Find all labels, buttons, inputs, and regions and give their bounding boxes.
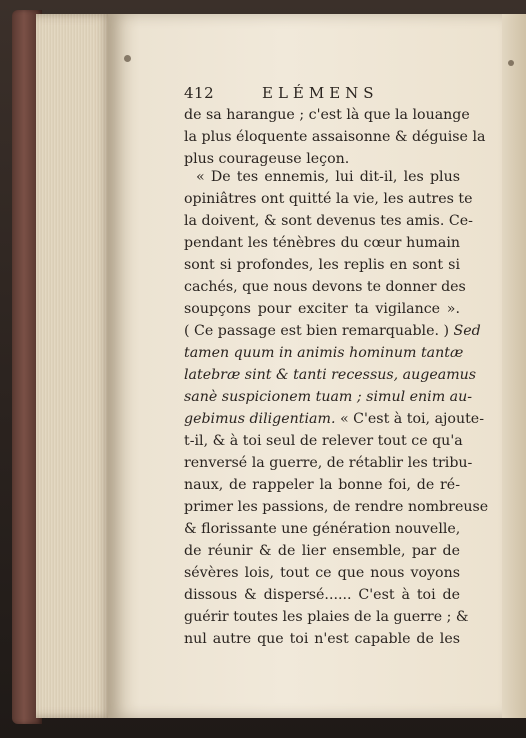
text-line: guérir toutes les plaies de la guerre ; & xyxy=(184,609,469,625)
text-line: sévères lois, tout ce que nous voyons xyxy=(184,565,460,581)
text-segment: ( Ce passage est bien remarquable. ) xyxy=(184,323,450,339)
text-line: & florissante une génération nouvelle, xyxy=(184,521,461,537)
text-line: de sa harangue ; c'est là que la louange xyxy=(184,107,470,123)
text-line xyxy=(184,408,484,430)
text-segment: C'est à toi de xyxy=(358,587,461,603)
latin-quote-line: latebræ sint & tanti recessus, augeamus xyxy=(184,367,477,383)
page-number: 412 xyxy=(184,84,215,102)
text-line: la plus éloquente assaisonne & déguise la xyxy=(184,129,486,145)
text-line xyxy=(184,320,481,342)
text-line: naux, de rappeler la bonne foi, de ré- xyxy=(184,477,460,493)
running-title: ELÉMENS xyxy=(262,84,379,102)
page-stack-edges xyxy=(36,14,112,718)
text-line: primer les passions, de rendre nombreuse xyxy=(184,499,489,515)
text-line: soupçons pour exciter ta vigilance ». xyxy=(184,301,460,317)
text-line: opiniâtres ont quitté la vie, les autres te xyxy=(184,191,473,207)
text-line: « De tes ennemis, lui dit-il, les plus xyxy=(196,169,460,185)
text-line xyxy=(184,584,460,606)
ink-spot xyxy=(124,55,131,62)
text-line: la doivent, & sont devenus tes amis. Ce- xyxy=(184,213,473,229)
text-line: pendant les ténèbres du cœur humain xyxy=(184,235,460,251)
page-right-edge xyxy=(502,14,526,718)
text-line: plus courageuse leçon. xyxy=(184,151,350,167)
text-line: cachés, que nous devons te donner des xyxy=(184,279,466,295)
text-line: t-il, & à toi seul de relever tout ce qu'a xyxy=(184,433,463,449)
latin-quote-line: sanè suspicionem tuam ; simul enim au- xyxy=(184,389,473,405)
ink-spot xyxy=(508,60,514,66)
text-segment: dissous & dispersé...... xyxy=(184,587,352,603)
text-line: sont si profondes, les replis en sont si xyxy=(184,257,460,273)
text-line: nul autre que toi n'est capable de les xyxy=(184,631,460,647)
latin-quote-segment: Sed xyxy=(453,323,481,339)
text-line: de réunir & de lier ensemble, par de xyxy=(184,543,460,559)
latin-quote-line: tamen quum in animis hominum tantæ xyxy=(184,345,464,361)
page-header xyxy=(184,84,404,106)
latin-quote-segment: gebimus diligentiam. xyxy=(184,411,336,427)
text-line: renversé la guerre, de rétablir les tribu- xyxy=(184,455,473,471)
text-segment: « C'est à toi, ajoute- xyxy=(339,411,484,427)
